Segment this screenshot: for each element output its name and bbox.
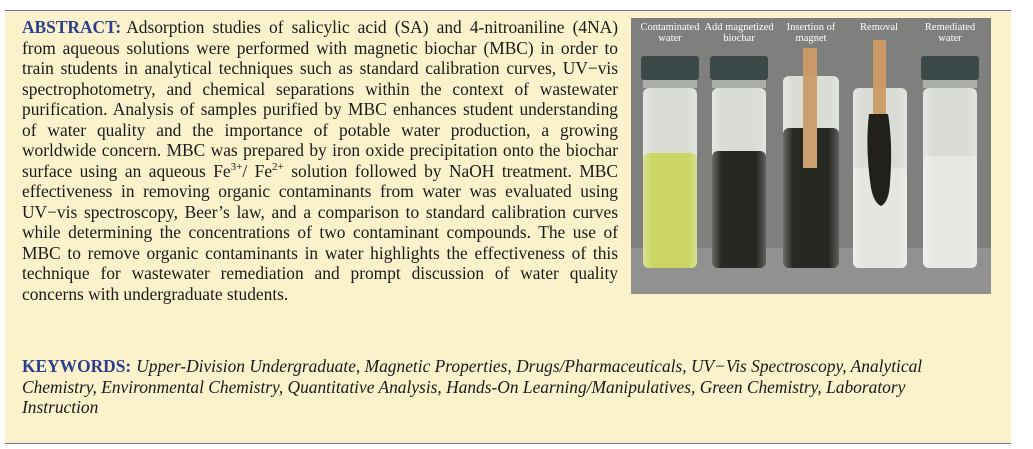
keywords-paragraph — [22, 356, 982, 418]
abstract-paragraph — [22, 17, 618, 304]
fe3-superscript: 3+ — [230, 160, 243, 173]
caption-contaminated-water: Contaminated water — [640, 22, 700, 44]
vials-photo — [631, 18, 991, 294]
vial-add-magnetized-biochar — [710, 56, 768, 268]
keywords-label: KEYWORDS: — [22, 356, 132, 376]
caption-insertion-of-magnet: Insertion of magnet — [786, 22, 836, 44]
toc-graphic — [631, 18, 991, 294]
abstract-text-part-1: Adsorption studies of salicylic acid (SA) and 4-nitroaniline (4NA) from aqueous solutions were performed with magnetic biochar (MBC) in order to train students in analytical techniques such as standard calibration curves, UV−vis spectrophotometry, and chemical separations within the context of wastewater purification. Analysis of samples purified by MBC enhances student understanding of water quality and the importance of potable water production, a growing worldwide concern. MBC was prepared by iron oxide precipitation onto the biochar surface using an aqueous Fe — [22, 17, 618, 181]
abstract-label: ABSTRACT: — [22, 17, 122, 37]
fe2-superscript: 2+ — [272, 160, 284, 173]
caption-add-magnetized-biochar: Add magnetized biochar — [704, 22, 774, 44]
abstract-text-part-3: solution followed by NaOH treatment. MBC effectiveness in removing organic contaminants from water was evaluated using UV−vis spectroscopy, Beer’s law, and a comparison to standard calibration curves while determining the concentrations of two contaminant compounds. The use of MBC to remove organic contaminants in water highlights the effectiveness of this technique for wastewater remediation and prompt discussion of water quality concerns with undergraduate students. — [22, 160, 618, 304]
vial-insertion-of-magnet — [783, 48, 839, 268]
caption-remediated-water: Remediated water — [924, 22, 976, 44]
keywords-text: Upper-Division Undergraduate, Magnetic Properties, Drugs/Pharmaceuticals, UV−Vis Spectroscopy, Analytical Chemistry, Environmental Chemistry, Quantitative Analysis, Hands-On Learning/Manipulatives, Green Chemistry, Laboratory Instruction — [22, 356, 923, 417]
abstract-text-part-2: / Fe — [242, 160, 273, 181]
vial-contaminated-water — [641, 56, 699, 268]
caption-removal: Removal — [860, 22, 898, 33]
vial-remediated-water — [921, 56, 979, 268]
